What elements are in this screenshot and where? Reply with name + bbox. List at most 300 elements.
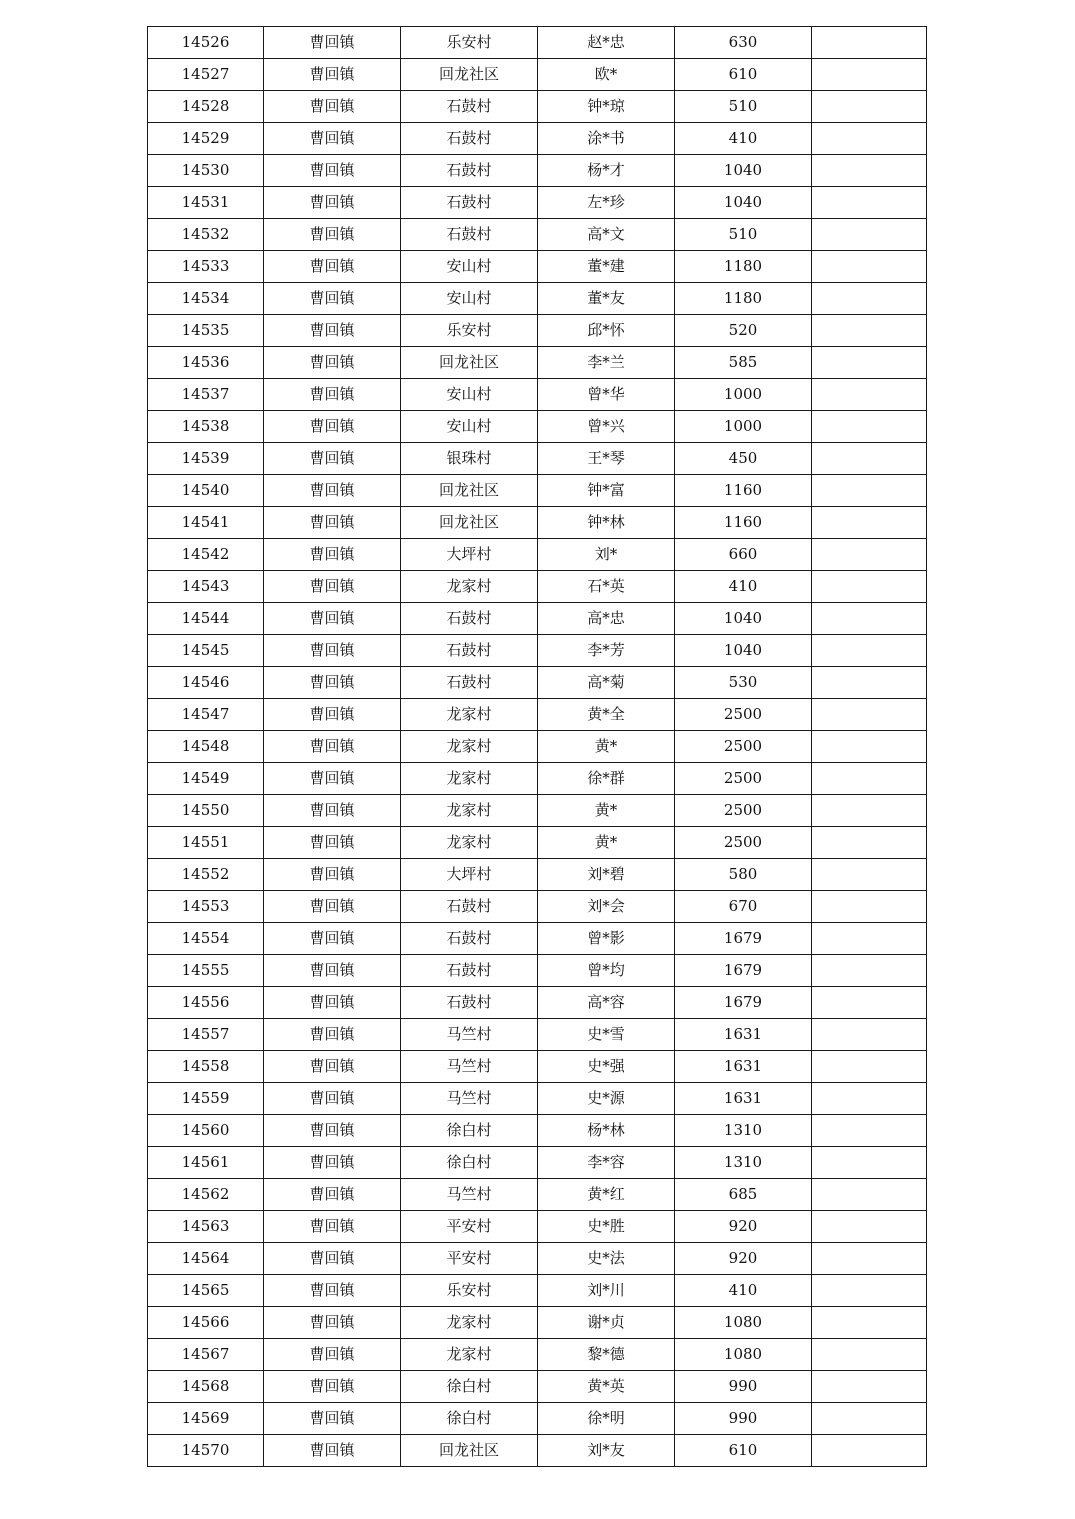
village-cell: 石鼓村	[401, 923, 538, 955]
table-row	[148, 411, 927, 443]
town-cell: 曹回镇	[264, 1211, 401, 1243]
row-number-cell: 14530	[148, 155, 264, 187]
remarks-cell	[812, 987, 927, 1019]
row-number-cell: 14551	[148, 827, 264, 859]
row-number-cell: 14540	[148, 475, 264, 507]
amount-cell: 1631	[675, 1083, 812, 1115]
village-cell: 大坪村	[401, 859, 538, 891]
remarks-cell	[812, 827, 927, 859]
table-row	[148, 667, 927, 699]
remarks-cell	[812, 27, 927, 59]
remarks-cell	[812, 1435, 927, 1467]
village-cell: 平安村	[401, 1211, 538, 1243]
table-row	[148, 699, 927, 731]
remarks-cell	[812, 1339, 927, 1371]
name-cell: 曾*均	[538, 955, 675, 987]
town-cell: 曹回镇	[264, 59, 401, 91]
table-row	[148, 635, 927, 667]
town-cell: 曹回镇	[264, 1115, 401, 1147]
table-row	[148, 827, 927, 859]
table-row	[148, 1019, 927, 1051]
village-cell: 徐白村	[401, 1403, 538, 1435]
amount-cell: 990	[675, 1371, 812, 1403]
village-cell: 徐白村	[401, 1371, 538, 1403]
town-cell: 曹回镇	[264, 539, 401, 571]
village-cell: 大坪村	[401, 539, 538, 571]
row-number-cell: 14545	[148, 635, 264, 667]
table-row	[148, 955, 927, 987]
table-row	[148, 1307, 927, 1339]
row-number-cell: 14559	[148, 1083, 264, 1115]
table-row	[148, 1115, 927, 1147]
amount-cell: 920	[675, 1211, 812, 1243]
name-cell: 杨*林	[538, 1115, 675, 1147]
town-cell: 曹回镇	[264, 603, 401, 635]
amount-cell: 1160	[675, 507, 812, 539]
town-cell: 曹回镇	[264, 507, 401, 539]
remarks-cell	[812, 795, 927, 827]
village-cell: 平安村	[401, 1243, 538, 1275]
row-number-cell: 14563	[148, 1211, 264, 1243]
village-cell: 龙家村	[401, 763, 538, 795]
row-number-cell: 14529	[148, 123, 264, 155]
amount-cell: 1080	[675, 1339, 812, 1371]
village-cell: 石鼓村	[401, 187, 538, 219]
table-row	[148, 1179, 927, 1211]
amount-cell: 1679	[675, 987, 812, 1019]
name-cell: 邱*怀	[538, 315, 675, 347]
row-number-cell: 14533	[148, 251, 264, 283]
remarks-cell	[812, 187, 927, 219]
town-cell: 曹回镇	[264, 1179, 401, 1211]
row-number-cell: 14544	[148, 603, 264, 635]
row-number-cell: 14549	[148, 763, 264, 795]
amount-cell: 685	[675, 1179, 812, 1211]
village-cell: 石鼓村	[401, 955, 538, 987]
table-row	[148, 1275, 927, 1307]
amount-cell: 990	[675, 1403, 812, 1435]
town-cell: 曹回镇	[264, 1083, 401, 1115]
table-row	[148, 91, 927, 123]
table-row	[148, 1211, 927, 1243]
table-row	[148, 1371, 927, 1403]
town-cell: 曹回镇	[264, 347, 401, 379]
town-cell: 曹回镇	[264, 187, 401, 219]
amount-cell: 410	[675, 123, 812, 155]
remarks-cell	[812, 251, 927, 283]
town-cell: 曹回镇	[264, 571, 401, 603]
name-cell: 曾*影	[538, 923, 675, 955]
name-cell: 谢*贞	[538, 1307, 675, 1339]
town-cell: 曹回镇	[264, 955, 401, 987]
row-number-cell: 14569	[148, 1403, 264, 1435]
amount-cell: 1160	[675, 475, 812, 507]
remarks-cell	[812, 859, 927, 891]
table-row	[148, 987, 927, 1019]
amount-cell: 1040	[675, 155, 812, 187]
name-cell: 黄*	[538, 731, 675, 763]
name-cell: 徐*群	[538, 763, 675, 795]
amount-cell: 1180	[675, 251, 812, 283]
amount-cell: 630	[675, 27, 812, 59]
amount-cell: 1631	[675, 1019, 812, 1051]
amount-cell: 410	[675, 1275, 812, 1307]
name-cell: 黄*	[538, 795, 675, 827]
row-number-cell: 14532	[148, 219, 264, 251]
name-cell: 赵*忠	[538, 27, 675, 59]
table-row	[148, 443, 927, 475]
name-cell: 李*容	[538, 1147, 675, 1179]
remarks-cell	[812, 699, 927, 731]
remarks-cell	[812, 1083, 927, 1115]
town-cell: 曹回镇	[264, 827, 401, 859]
name-cell: 钟*富	[538, 475, 675, 507]
remarks-cell	[812, 891, 927, 923]
name-cell: 高*忠	[538, 603, 675, 635]
village-cell: 石鼓村	[401, 219, 538, 251]
remarks-cell	[812, 507, 927, 539]
town-cell: 曹回镇	[264, 795, 401, 827]
remarks-cell	[812, 1211, 927, 1243]
name-cell: 李*芳	[538, 635, 675, 667]
amount-cell: 1679	[675, 955, 812, 987]
name-cell: 钟*琼	[538, 91, 675, 123]
town-cell: 曹回镇	[264, 1307, 401, 1339]
name-cell: 李*兰	[538, 347, 675, 379]
table-row	[148, 1403, 927, 1435]
table-row	[148, 347, 927, 379]
village-cell: 回龙社区	[401, 347, 538, 379]
village-cell: 回龙社区	[401, 475, 538, 507]
town-cell: 曹回镇	[264, 731, 401, 763]
remarks-cell	[812, 1243, 927, 1275]
village-cell: 回龙社区	[401, 59, 538, 91]
name-cell: 黄*英	[538, 1371, 675, 1403]
row-number-cell: 14526	[148, 27, 264, 59]
name-cell: 史*胜	[538, 1211, 675, 1243]
town-cell: 曹回镇	[264, 1147, 401, 1179]
row-number-cell: 14557	[148, 1019, 264, 1051]
name-cell: 杨*才	[538, 155, 675, 187]
table-row	[148, 1243, 927, 1275]
row-number-cell: 14553	[148, 891, 264, 923]
town-cell: 曹回镇	[264, 635, 401, 667]
remarks-cell	[812, 219, 927, 251]
village-cell: 马竺村	[401, 1179, 538, 1211]
table-row	[148, 795, 927, 827]
name-cell: 涂*书	[538, 123, 675, 155]
name-cell: 史*源	[538, 1083, 675, 1115]
name-cell: 刘*川	[538, 1275, 675, 1307]
town-cell: 曹回镇	[264, 411, 401, 443]
name-cell: 高*菊	[538, 667, 675, 699]
table-row	[148, 123, 927, 155]
remarks-cell	[812, 1403, 927, 1435]
table-row	[148, 27, 927, 59]
town-cell: 曹回镇	[264, 1275, 401, 1307]
name-cell: 高*文	[538, 219, 675, 251]
name-cell: 史*雪	[538, 1019, 675, 1051]
name-cell: 刘*友	[538, 1435, 675, 1467]
village-cell: 回龙社区	[401, 507, 538, 539]
row-number-cell: 14543	[148, 571, 264, 603]
amount-cell: 2500	[675, 763, 812, 795]
town-cell: 曹回镇	[264, 1243, 401, 1275]
remarks-cell	[812, 923, 927, 955]
town-cell: 曹回镇	[264, 987, 401, 1019]
row-number-cell: 14534	[148, 283, 264, 315]
village-cell: 石鼓村	[401, 635, 538, 667]
table-body	[148, 27, 927, 1467]
amount-cell: 1040	[675, 635, 812, 667]
name-cell: 左*珍	[538, 187, 675, 219]
amount-cell: 1180	[675, 283, 812, 315]
row-number-cell: 14531	[148, 187, 264, 219]
village-cell: 石鼓村	[401, 603, 538, 635]
row-number-cell: 14566	[148, 1307, 264, 1339]
table-row	[148, 1435, 927, 1467]
row-number-cell: 14561	[148, 1147, 264, 1179]
name-cell: 黄*红	[538, 1179, 675, 1211]
table-row	[148, 379, 927, 411]
name-cell: 黎*德	[538, 1339, 675, 1371]
town-cell: 曹回镇	[264, 699, 401, 731]
remarks-cell	[812, 571, 927, 603]
amount-cell: 610	[675, 59, 812, 91]
name-cell: 黄*	[538, 827, 675, 859]
town-cell: 曹回镇	[264, 379, 401, 411]
row-number-cell: 14537	[148, 379, 264, 411]
amount-cell: 2500	[675, 731, 812, 763]
table-row	[148, 603, 927, 635]
amount-cell: 510	[675, 91, 812, 123]
table-row	[148, 1339, 927, 1371]
row-number-cell: 14528	[148, 91, 264, 123]
village-cell: 安山村	[401, 411, 538, 443]
village-cell: 石鼓村	[401, 667, 538, 699]
row-number-cell: 14556	[148, 987, 264, 1019]
amount-cell: 1310	[675, 1147, 812, 1179]
village-cell: 石鼓村	[401, 891, 538, 923]
town-cell: 曹回镇	[264, 475, 401, 507]
amount-cell: 2500	[675, 699, 812, 731]
town-cell: 曹回镇	[264, 1019, 401, 1051]
village-cell: 徐白村	[401, 1115, 538, 1147]
remarks-cell	[812, 603, 927, 635]
village-cell: 乐安村	[401, 27, 538, 59]
village-cell: 龙家村	[401, 1339, 538, 1371]
amount-cell: 1631	[675, 1051, 812, 1083]
town-cell: 曹回镇	[264, 1051, 401, 1083]
row-number-cell: 14547	[148, 699, 264, 731]
village-cell: 龙家村	[401, 731, 538, 763]
remarks-cell	[812, 1371, 927, 1403]
town-cell: 曹回镇	[264, 1435, 401, 1467]
remarks-cell	[812, 283, 927, 315]
name-cell: 王*琴	[538, 443, 675, 475]
village-cell: 马竺村	[401, 1051, 538, 1083]
remarks-cell	[812, 1147, 927, 1179]
name-cell: 董*友	[538, 283, 675, 315]
amount-cell: 920	[675, 1243, 812, 1275]
name-cell: 黄*全	[538, 699, 675, 731]
amount-cell: 530	[675, 667, 812, 699]
table-row	[148, 1083, 927, 1115]
remarks-cell	[812, 731, 927, 763]
village-cell: 石鼓村	[401, 987, 538, 1019]
town-cell: 曹回镇	[264, 1403, 401, 1435]
row-number-cell: 14552	[148, 859, 264, 891]
row-number-cell: 14564	[148, 1243, 264, 1275]
village-cell: 马竺村	[401, 1083, 538, 1115]
row-number-cell: 14539	[148, 443, 264, 475]
remarks-cell	[812, 1179, 927, 1211]
village-cell: 龙家村	[401, 699, 538, 731]
village-cell: 徐白村	[401, 1147, 538, 1179]
village-cell: 石鼓村	[401, 91, 538, 123]
table-row	[148, 1147, 927, 1179]
village-cell: 乐安村	[401, 315, 538, 347]
table-row	[148, 219, 927, 251]
village-cell: 银珠村	[401, 443, 538, 475]
amount-cell: 1040	[675, 603, 812, 635]
row-number-cell: 14536	[148, 347, 264, 379]
amount-cell: 410	[675, 571, 812, 603]
row-number-cell: 14546	[148, 667, 264, 699]
town-cell: 曹回镇	[264, 27, 401, 59]
remarks-cell	[812, 123, 927, 155]
row-number-cell: 14565	[148, 1275, 264, 1307]
row-number-cell: 14568	[148, 1371, 264, 1403]
row-number-cell: 14542	[148, 539, 264, 571]
row-number-cell: 14550	[148, 795, 264, 827]
amount-cell: 1310	[675, 1115, 812, 1147]
town-cell: 曹回镇	[264, 251, 401, 283]
amount-cell: 660	[675, 539, 812, 571]
town-cell: 曹回镇	[264, 667, 401, 699]
row-number-cell: 14570	[148, 1435, 264, 1467]
town-cell: 曹回镇	[264, 763, 401, 795]
name-cell: 高*容	[538, 987, 675, 1019]
town-cell: 曹回镇	[264, 155, 401, 187]
data-table	[147, 26, 927, 1467]
town-cell: 曹回镇	[264, 891, 401, 923]
remarks-cell	[812, 667, 927, 699]
amount-cell: 610	[675, 1435, 812, 1467]
town-cell: 曹回镇	[264, 315, 401, 347]
table-row	[148, 891, 927, 923]
name-cell: 欧*	[538, 59, 675, 91]
village-cell: 石鼓村	[401, 155, 538, 187]
row-number-cell: 14560	[148, 1115, 264, 1147]
table-row	[148, 155, 927, 187]
name-cell: 史*强	[538, 1051, 675, 1083]
town-cell: 曹回镇	[264, 91, 401, 123]
remarks-cell	[812, 635, 927, 667]
village-cell: 龙家村	[401, 571, 538, 603]
table-row	[148, 763, 927, 795]
name-cell: 刘*会	[538, 891, 675, 923]
amount-cell: 585	[675, 347, 812, 379]
table-row	[148, 283, 927, 315]
amount-cell: 670	[675, 891, 812, 923]
table-row	[148, 923, 927, 955]
row-number-cell: 14548	[148, 731, 264, 763]
row-number-cell: 14554	[148, 923, 264, 955]
name-cell: 史*法	[538, 1243, 675, 1275]
table-row	[148, 315, 927, 347]
name-cell: 董*建	[538, 251, 675, 283]
table-row	[148, 59, 927, 91]
name-cell: 曾*兴	[538, 411, 675, 443]
remarks-cell	[812, 1115, 927, 1147]
table-row	[148, 859, 927, 891]
table-row	[148, 731, 927, 763]
row-number-cell: 14558	[148, 1051, 264, 1083]
name-cell: 曾*华	[538, 379, 675, 411]
row-number-cell: 14535	[148, 315, 264, 347]
remarks-cell	[812, 1275, 927, 1307]
town-cell: 曹回镇	[264, 859, 401, 891]
village-cell: 回龙社区	[401, 1435, 538, 1467]
amount-cell: 520	[675, 315, 812, 347]
remarks-cell	[812, 411, 927, 443]
remarks-cell	[812, 91, 927, 123]
remarks-cell	[812, 763, 927, 795]
village-cell: 龙家村	[401, 1307, 538, 1339]
remarks-cell	[812, 1307, 927, 1339]
remarks-cell	[812, 1019, 927, 1051]
amount-cell: 1040	[675, 187, 812, 219]
town-cell: 曹回镇	[264, 1371, 401, 1403]
name-cell: 石*英	[538, 571, 675, 603]
remarks-cell	[812, 955, 927, 987]
amount-cell: 2500	[675, 827, 812, 859]
amount-cell: 450	[675, 443, 812, 475]
remarks-cell	[812, 539, 927, 571]
amount-cell: 1000	[675, 411, 812, 443]
town-cell: 曹回镇	[264, 1339, 401, 1371]
town-cell: 曹回镇	[264, 443, 401, 475]
town-cell: 曹回镇	[264, 123, 401, 155]
name-cell: 徐*明	[538, 1403, 675, 1435]
row-number-cell: 14562	[148, 1179, 264, 1211]
table-row	[148, 187, 927, 219]
name-cell: 钟*林	[538, 507, 675, 539]
table-row	[148, 507, 927, 539]
amount-cell: 580	[675, 859, 812, 891]
remarks-cell	[812, 347, 927, 379]
amount-cell: 1679	[675, 923, 812, 955]
remarks-cell	[812, 155, 927, 187]
remarks-cell	[812, 379, 927, 411]
table-row	[148, 1051, 927, 1083]
village-cell: 石鼓村	[401, 123, 538, 155]
remarks-cell	[812, 1051, 927, 1083]
village-cell: 安山村	[401, 283, 538, 315]
village-cell: 安山村	[401, 379, 538, 411]
row-number-cell: 14527	[148, 59, 264, 91]
remarks-cell	[812, 59, 927, 91]
row-number-cell: 14567	[148, 1339, 264, 1371]
row-number-cell: 14538	[148, 411, 264, 443]
row-number-cell: 14555	[148, 955, 264, 987]
amount-cell: 510	[675, 219, 812, 251]
town-cell: 曹回镇	[264, 219, 401, 251]
remarks-cell	[812, 475, 927, 507]
village-cell: 马竺村	[401, 1019, 538, 1051]
row-number-cell: 14541	[148, 507, 264, 539]
